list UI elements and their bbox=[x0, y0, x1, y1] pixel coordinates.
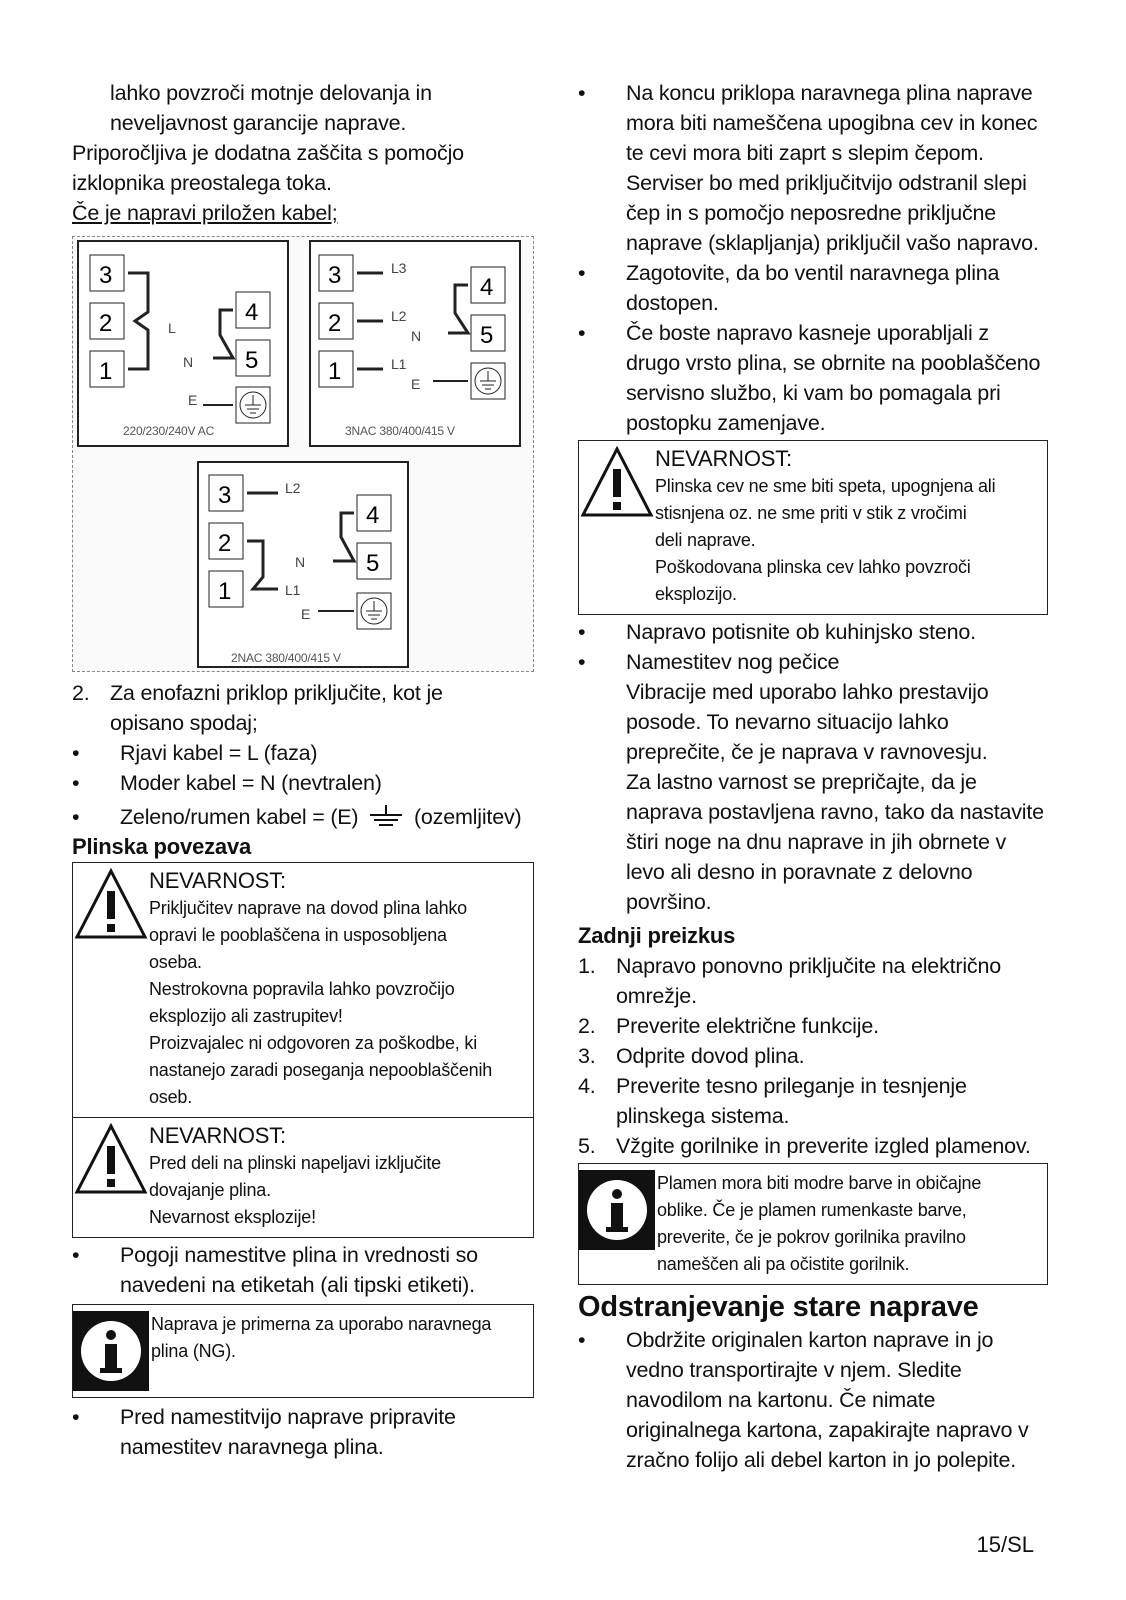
step-item bbox=[578, 1041, 1048, 1071]
label-l2: L2 bbox=[391, 308, 407, 324]
terminal-1: 1 bbox=[99, 358, 113, 385]
info-text: plina (NG). bbox=[151, 1341, 236, 1361]
info-text: Naprava je primerna za uporabo naravnega bbox=[151, 1314, 492, 1334]
label-l: L bbox=[168, 320, 176, 336]
warning-text: Nestrokovna popravila lahko povzročijo bbox=[149, 979, 455, 999]
terminal-2: 2 bbox=[328, 310, 342, 337]
terminal-3: 3 bbox=[218, 482, 232, 509]
text-line: te cevi mora biti zaprt s slepim čepom. bbox=[626, 141, 984, 165]
list-item bbox=[578, 258, 1048, 318]
list-item-text: (ozemljitev) bbox=[413, 805, 522, 829]
text-line: Serviser bo med priključitvijo odstranil slepi bbox=[626, 171, 1027, 195]
step-item bbox=[578, 951, 1048, 1011]
list-item: • Pogoji namestitve plina in vrednosti so bbox=[72, 1240, 534, 1270]
list-item: • Pred namestitvijo naprave pripravite bbox=[72, 1402, 534, 1432]
info-text: nameščen ali pa očistite gorilnik. bbox=[657, 1254, 910, 1274]
text-line: • Zagotovite, da bo ventil naravnega plina bbox=[626, 261, 1000, 285]
page-number: 15/SL bbox=[976, 1532, 1034, 1557]
text-line: • Obdržite originalen karton naprave in jo bbox=[626, 1328, 994, 1352]
terminal-5: 5 bbox=[480, 322, 494, 349]
text-line: servisno službo, ki vam bo pomagala pri bbox=[626, 381, 1001, 405]
terminal-5: 5 bbox=[366, 550, 380, 577]
step-item bbox=[578, 1011, 1048, 1041]
ground-symbol-icon bbox=[364, 805, 408, 831]
warning-heading: NEVARNOST: bbox=[149, 1123, 286, 1148]
warning-text: Pred deli na plinski napeljavi izključite bbox=[149, 1153, 441, 1173]
label-n: N bbox=[295, 554, 305, 570]
step-item bbox=[578, 1131, 1048, 1161]
text-line: navedeni na etiketah (ali tipski etiketi). bbox=[120, 1273, 475, 1297]
text-line: izklopnika preostalega toka. bbox=[72, 171, 332, 195]
text-line: originalnega kartona, zapakirajte napravo v bbox=[626, 1418, 1029, 1442]
left-column bbox=[72, 78, 534, 1462]
warning-triangle-icon bbox=[579, 445, 655, 519]
text-line: posode. To nevarno situacijo lahko bbox=[626, 710, 949, 734]
list-item: • Namestitev nog pečice bbox=[578, 647, 1048, 677]
text-line: Napravo ponovno priključite na električno bbox=[616, 954, 1001, 978]
warning-text: Priključitev naprave na dovod plina lahko bbox=[149, 898, 467, 918]
warning-text: deli naprave. bbox=[655, 530, 756, 550]
list-item: • Napravo potisnite ob kuhinjsko steno. bbox=[578, 617, 1048, 647]
warning-text: nastanejo zaradi poseganja nepooblaščenih bbox=[149, 1060, 493, 1080]
warning-box bbox=[72, 1117, 534, 1238]
warning-text: opravi le pooblaščena in usposobljena bbox=[149, 925, 447, 945]
text-line: štiri noge na dnu naprave in jih obrnete v bbox=[626, 830, 1007, 854]
step-number: 1. bbox=[578, 954, 596, 978]
info-text: Plamen mora biti modre barve in običajne bbox=[657, 1173, 982, 1193]
step-number: 4. bbox=[578, 1074, 596, 1098]
text-line: Vibracije med uporabo lahko prestavijo bbox=[626, 680, 989, 704]
warning-text: Nevarnost eksplozije! bbox=[149, 1207, 316, 1227]
list-item: • Rjavi kabel = L (faza) bbox=[72, 738, 534, 768]
text-line: plinskega sistema. bbox=[616, 1104, 790, 1128]
warning-triangle-icon bbox=[73, 1122, 149, 1196]
info-text: preverite, če je pokrov gorilnika pravilno bbox=[657, 1227, 966, 1247]
list-item-text: Zeleno/rumen kabel = (E) bbox=[120, 805, 359, 829]
info-box bbox=[578, 1163, 1048, 1285]
info-icon bbox=[579, 1170, 655, 1250]
text-line: naprave (sklapljanja) priključil vašo napravo. bbox=[626, 231, 1039, 255]
warning-text: Proizvajalec ni odgovoren za poškodbe, ki bbox=[149, 1033, 477, 1053]
diagram-1-label: 220/230/240V AC bbox=[123, 424, 215, 438]
text-line: Priporočljiva je dodatna zaščita s pomočjo bbox=[72, 141, 464, 165]
section-heading: Plinska povezava bbox=[72, 834, 252, 859]
step-number: 2. bbox=[72, 681, 90, 705]
step-2 bbox=[72, 678, 534, 708]
text-line: mora biti nameščena upogibna cev in konec bbox=[626, 111, 1038, 135]
text-line: opisano spodaj; bbox=[110, 711, 258, 735]
text-line: postopku zamenjave. bbox=[626, 411, 826, 435]
info-text: oblike. Če je plamen rumenkaste barve, bbox=[657, 1200, 967, 1220]
label-l2: L2 bbox=[285, 480, 301, 496]
terminal-2: 2 bbox=[99, 310, 113, 337]
list-item: • Moder kabel = N (nevtralen) bbox=[72, 768, 534, 798]
list-item bbox=[578, 78, 1048, 258]
warning-text: Plinska cev ne sme biti speta, upognjena ali bbox=[655, 476, 996, 496]
terminal-4: 4 bbox=[366, 502, 380, 529]
terminal-1: 1 bbox=[218, 578, 232, 605]
terminal-3: 3 bbox=[328, 262, 342, 289]
text-line: neveljavnost garancije naprave. bbox=[110, 111, 407, 135]
warning-box bbox=[72, 862, 534, 1117]
text-line: omrežje. bbox=[616, 984, 697, 1008]
text-line: Za lastno varnost se prepričajte, da je bbox=[626, 770, 977, 794]
label-n: N bbox=[411, 328, 421, 344]
step-item bbox=[578, 1071, 1048, 1131]
terminal-4: 4 bbox=[245, 299, 259, 326]
text-line: • Na koncu priklopa naravnega plina naprave bbox=[626, 81, 1033, 105]
diagram-3-label: 2NAC 380/400/415 V bbox=[231, 651, 341, 665]
step-bold-text: Za enofazni priklop bbox=[110, 681, 288, 705]
label-e: E bbox=[188, 392, 198, 408]
text-line: površino. bbox=[626, 890, 712, 914]
warning-triangle-icon bbox=[73, 867, 149, 941]
text-line: čep in s pomočjo neposredne priključne bbox=[626, 201, 997, 225]
text-line: preprečite, če je naprava v ravnovesju. bbox=[626, 740, 988, 764]
label-l3: L3 bbox=[391, 260, 407, 276]
label-l1: L1 bbox=[391, 356, 407, 372]
warning-text: eksplozijo. bbox=[655, 584, 737, 604]
text-line: lahko povzroči motnje delovanja in bbox=[110, 81, 432, 105]
text-line: dostopen. bbox=[626, 291, 719, 315]
label-n: N bbox=[183, 354, 193, 370]
cable-heading: Če je napravi priložen kabel; bbox=[72, 201, 338, 225]
text-line: Preverite električne funkcije. bbox=[616, 1014, 879, 1038]
text-line: naprava postavljena ravno, tako da nastavite bbox=[626, 800, 1044, 824]
info-box bbox=[72, 1304, 534, 1398]
text-line: navodilom na kartonu. Če nimate bbox=[626, 1388, 936, 1412]
wiring-diagram bbox=[72, 236, 534, 672]
warning-text: eksplozijo ali zastrupitev! bbox=[149, 1006, 343, 1026]
step-text: priključite, kot je bbox=[287, 681, 443, 705]
label-e: E bbox=[301, 606, 311, 622]
text-line: Odprite dovod plina. bbox=[616, 1044, 805, 1068]
list-item bbox=[578, 318, 1048, 438]
warning-text: oseba. bbox=[149, 952, 202, 972]
terminal-4: 4 bbox=[480, 274, 494, 301]
warning-text: stisnjena oz. ne sme priti v stik z vročimi bbox=[655, 503, 967, 523]
list-item bbox=[72, 802, 534, 832]
list-item bbox=[578, 1325, 1048, 1475]
section-heading-large: Odstranjevanje stare naprave bbox=[578, 1291, 979, 1323]
diagram-2-label: 3NAC 380/400/415 V bbox=[345, 424, 455, 438]
warning-text: oseb. bbox=[149, 1087, 193, 1107]
terminal-5: 5 bbox=[245, 347, 259, 374]
text-line: zračno folijo ali debel karton in jo polepite. bbox=[626, 1448, 1016, 1472]
section-heading: Zadnji preizkus bbox=[578, 923, 736, 948]
label-e: E bbox=[411, 376, 421, 392]
warning-heading: NEVARNOST: bbox=[655, 446, 792, 471]
terminal-3: 3 bbox=[99, 262, 113, 289]
right-column bbox=[578, 78, 1048, 1475]
text-line: Vžgite gorilnike in preverite izgled plamenov. bbox=[616, 1134, 1031, 1158]
warning-text: dovajanje plina. bbox=[149, 1180, 271, 1200]
warning-text: Poškodovana plinska cev lahko povzroči bbox=[655, 557, 971, 577]
text-line: vedno transportirajte v njem. Sledite bbox=[626, 1358, 962, 1382]
label-l1: L1 bbox=[285, 582, 301, 598]
text-line: • Če boste napravo kasneje uporabljali z bbox=[626, 321, 989, 345]
step-number: 3. bbox=[578, 1044, 596, 1068]
text-line: levo ali desno in poravnate z delovno bbox=[626, 860, 973, 884]
terminal-2: 2 bbox=[218, 530, 232, 557]
text-line: drugo vrsto plina, se obrnite na pooblaščeno bbox=[626, 351, 1041, 375]
step-number: 5. bbox=[578, 1134, 596, 1158]
paragraph bbox=[578, 677, 1048, 917]
warning-box bbox=[578, 440, 1048, 615]
info-icon bbox=[73, 1311, 149, 1391]
text-line: namestitev naravnega plina. bbox=[120, 1435, 384, 1459]
warning-heading: NEVARNOST: bbox=[149, 868, 286, 893]
text-line: Preverite tesno prileganje in tesnjenje bbox=[616, 1074, 967, 1098]
terminal-1: 1 bbox=[328, 358, 342, 385]
step-number: 2. bbox=[578, 1014, 596, 1038]
